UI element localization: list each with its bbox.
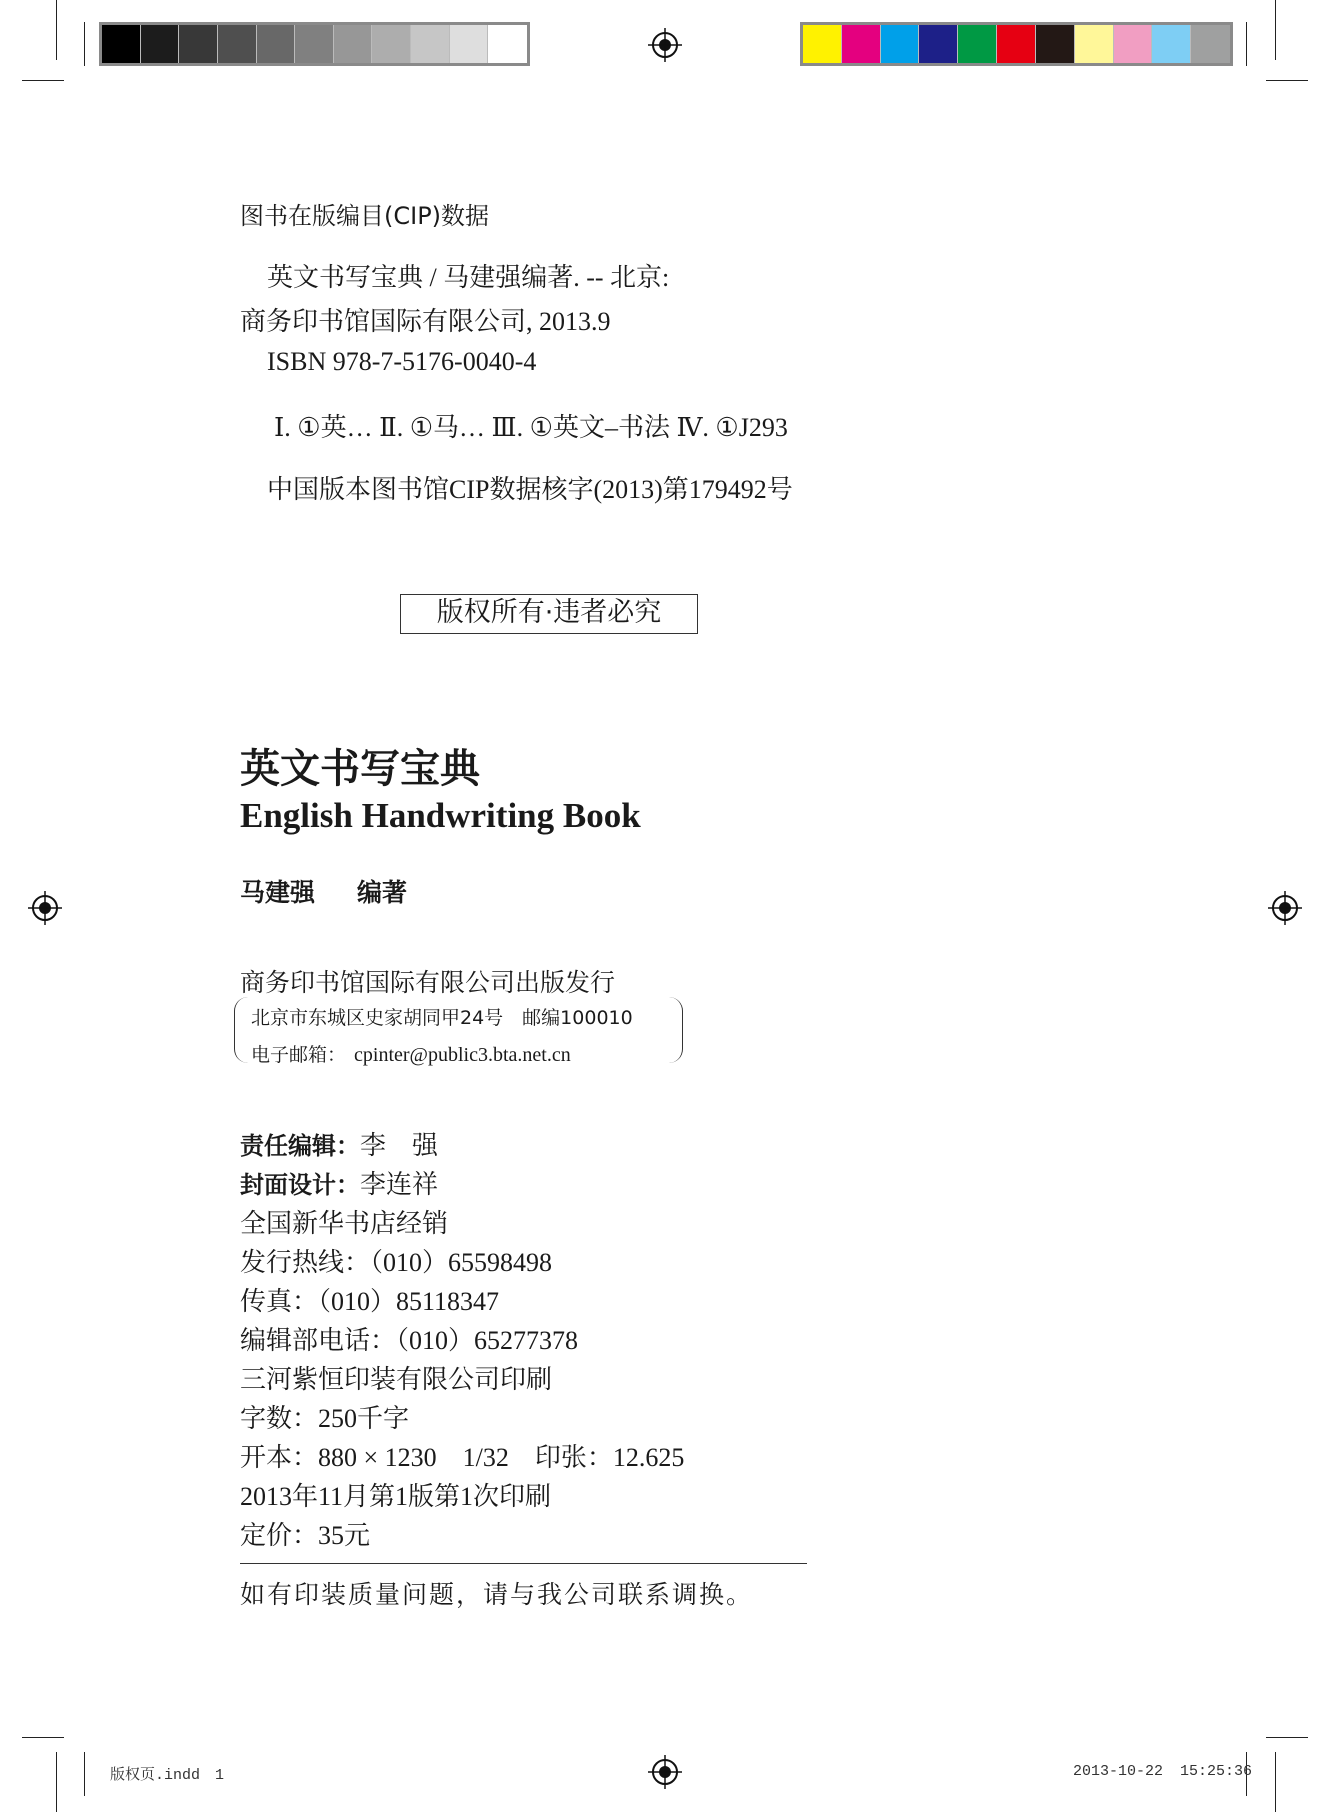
crop-mark [56,0,57,60]
cip-isbn: ISBN 978-7-5176-0040-4 [267,347,537,376]
sales-hotline: 发行热线：（010）65598498 [240,1248,553,1277]
crop-mark [22,80,64,81]
color-swatch [179,25,218,63]
price-line: 定价：35元 [240,1521,371,1550]
cover-label: 封面设计： [240,1171,360,1199]
grayscale-color-bar [99,22,530,66]
publisher-address: 北京市东城区史家胡同甲24号 邮编100010 [251,1007,633,1029]
word-count: 字数：250千字 [240,1404,410,1433]
color-swatch [997,25,1036,63]
crop-mark [1275,0,1276,60]
crop-mark [1266,1737,1308,1738]
color-swatch [803,25,842,63]
registration-mark-icon [1268,891,1302,925]
footer-time: 15:25:36 [1180,1763,1253,1780]
crop-mark [1266,80,1308,81]
process-color-bar [800,22,1233,66]
divider [240,1563,807,1564]
left-bracket [234,997,249,1063]
book-title-chinese: 英文书写宝典 [240,745,480,792]
cover-design-line [240,1164,438,1201]
cip-publisher-line: 商务印书馆国际有限公司, 2013.9 [240,307,611,336]
email-label: 电子邮箱： [251,1044,347,1066]
cip-classification: Ⅰ. ①英… Ⅱ. ①马… Ⅲ. ①英文–书法 Ⅳ. ①J293 [274,413,788,442]
crop-mark [22,1737,64,1738]
book-title-english: English Handwriting Book [240,796,641,835]
author-role: 编著 [357,878,408,907]
cip-title-line: 英文书写宝典 / 马建强编著. -- 北京: [267,263,670,292]
color-swatch [1191,25,1230,63]
registration-mark-icon [648,28,682,62]
color-swatch [1114,25,1153,63]
footer-filename: 版权页.indd 1 [110,1767,225,1784]
copyright-notice: 版权所有·违者必究 [400,594,698,634]
color-swatch [842,25,881,63]
footer-date: 2013-10-22 [1073,1763,1164,1780]
color-swatch [1036,25,1075,63]
color-swatch [881,25,920,63]
quality-notice: 如有印装质量问题，请与我公司联系调换。 [240,1580,754,1609]
crop-mark [56,1752,57,1812]
editor-line [240,1125,438,1162]
color-swatch [334,25,373,63]
editorial-phone: 编辑部电话：（010）65277378 [240,1326,579,1355]
color-swatch [919,25,958,63]
color-swatch [141,25,180,63]
email-address: cpinter@public3.bta.net.cn [354,1044,571,1066]
color-swatch [488,25,527,63]
crop-mark [84,22,85,66]
publisher-email-line [251,1040,571,1067]
color-swatch [450,25,489,63]
color-swatch [295,25,334,63]
format-line: 开本：880 × 1230 1/32 印张：12.625 [240,1443,685,1472]
color-swatch [218,25,257,63]
color-swatch [372,25,411,63]
color-swatch [411,25,450,63]
cip-heading: 图书在版编目(CIP)数据 [240,202,490,230]
cover-designer: 李连祥 [360,1170,439,1199]
author-name: 马建强 [240,878,316,907]
crop-mark [1275,1752,1276,1812]
edition-line: 2013年11月第1版第1次印刷 [240,1482,552,1511]
color-swatch [1152,25,1191,63]
editor-label: 责任编辑： [240,1132,360,1160]
color-swatch [257,25,296,63]
right-bracket [668,997,683,1063]
cip-record-number: 中国版本图书馆CIP数据核字(2013)第179492号 [267,475,793,504]
color-swatch [1075,25,1114,63]
distribution-line: 全国新华书店经销 [240,1209,449,1238]
publisher-name: 商务印书馆国际有限公司出版发行 [240,970,616,997]
editor-name: 李 强 [360,1131,439,1160]
fax-line: 传真：（010）85118347 [240,1287,500,1316]
color-swatch [958,25,997,63]
author-line [240,873,407,909]
color-swatch [102,25,141,63]
crop-mark [1246,22,1247,66]
registration-mark-icon [648,1755,682,1789]
printer-line: 三河紫恒印装有限公司印刷 [240,1365,553,1394]
crop-mark [84,1752,85,1796]
registration-mark-icon [28,891,62,925]
